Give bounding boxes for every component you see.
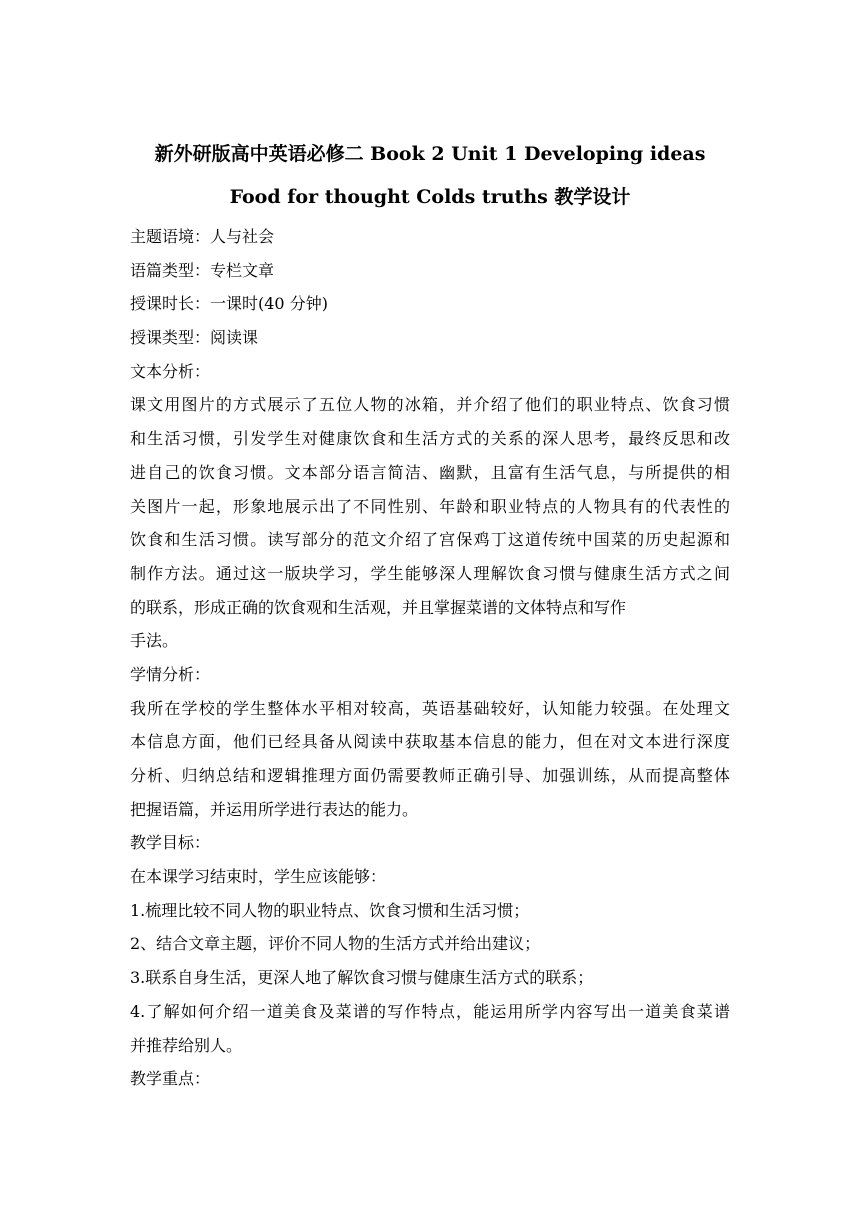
text-analysis-line: 进自己的饮食习惯。文本部分语言简洁、幽默，且富有生活气息，与所提供的相 xyxy=(130,462,730,482)
text-analysis-line: 饮食和生活习惯。读写部分的范文介绍了宫保鸡丁这道传统中国菜的历史起源和 xyxy=(130,530,730,550)
lesson-type-line: 授课类型：阅读课 xyxy=(130,328,259,348)
objective-item: 1.梳理比较不同人物的职业特点、饮食习惯和生活习惯； xyxy=(130,900,530,920)
objective-item: 并推荐给别人。 xyxy=(130,1035,243,1055)
key-points-heading: 教学重点： xyxy=(130,1069,211,1089)
document-title-line-2: Food for thought Colds truths 教学设计 xyxy=(229,186,631,208)
text-analysis-line: 课文用图片的方式展示了五位人物的冰箱，并介绍了他们的职业特点、饮食习惯 xyxy=(130,395,730,415)
student-analysis-heading: 学情分析： xyxy=(130,664,211,684)
objectives-intro: 在本课学习结束时，学生应该能够： xyxy=(130,867,387,887)
duration-line: 授课时长：一课时(40 分钟) xyxy=(130,294,328,314)
objective-item: 2、结合文章主题，评价不同人物的生活方式并给出建议； xyxy=(130,934,541,954)
student-analysis-line: 把握语篇，并运用所学进行表达的能力。 xyxy=(130,799,419,819)
text-analysis-line: 制作方法。通过这一版块学习，学生能够深人理解饮食习惯与健康生活方式之间 xyxy=(130,563,730,583)
theme-line: 主题语境：人与社会 xyxy=(130,227,275,246)
student-analysis-line: 本信息方面，他们已经具备从阅读中获取基本信息的能力，但在对文本进行深度 xyxy=(130,732,730,752)
text-analysis-heading: 文本分析： xyxy=(130,361,211,381)
student-analysis-line: 我所在学校的学生整体水平相对较高，英语基础较好，认知能力较强。在处理文 xyxy=(130,698,730,718)
student-analysis-line: 分析、归纳总结和逻辑推理方面仍需要教师正确引导、加强训练，从而提高整体 xyxy=(130,766,730,785)
text-type-line: 语篇类型：专栏文章 xyxy=(130,260,275,280)
objective-item: 3.联系自身生活，更深人地了解饮食习惯与健康生活方式的联系； xyxy=(130,968,594,988)
document-body xyxy=(130,220,730,1096)
text-analysis-line: 关图片一起，形象地展示出了不同性别、年龄和职业特点的人物具有的代表性的 xyxy=(130,496,730,516)
objectives-heading: 教学目标： xyxy=(130,833,211,853)
text-analysis-line: 的联系，形成正确的饮食观和生活观，并且掌握菜谱的文体特点和写作 xyxy=(130,597,627,617)
document-title-line-1: 新外研版高中英语必修二 Book 2 Unit 1 Developing ideas xyxy=(154,143,706,165)
text-analysis-line: 手法。 xyxy=(130,631,179,651)
objective-item: 4.了解如何介绍一道美食及菜谱的写作特点，能运用所学内容写出一道美食菜谱 xyxy=(130,1001,730,1021)
text-analysis-line: 和生活习惯，引发学生对健康饮食和生活方式的关系的深人思考，最终反思和改 xyxy=(130,429,730,449)
